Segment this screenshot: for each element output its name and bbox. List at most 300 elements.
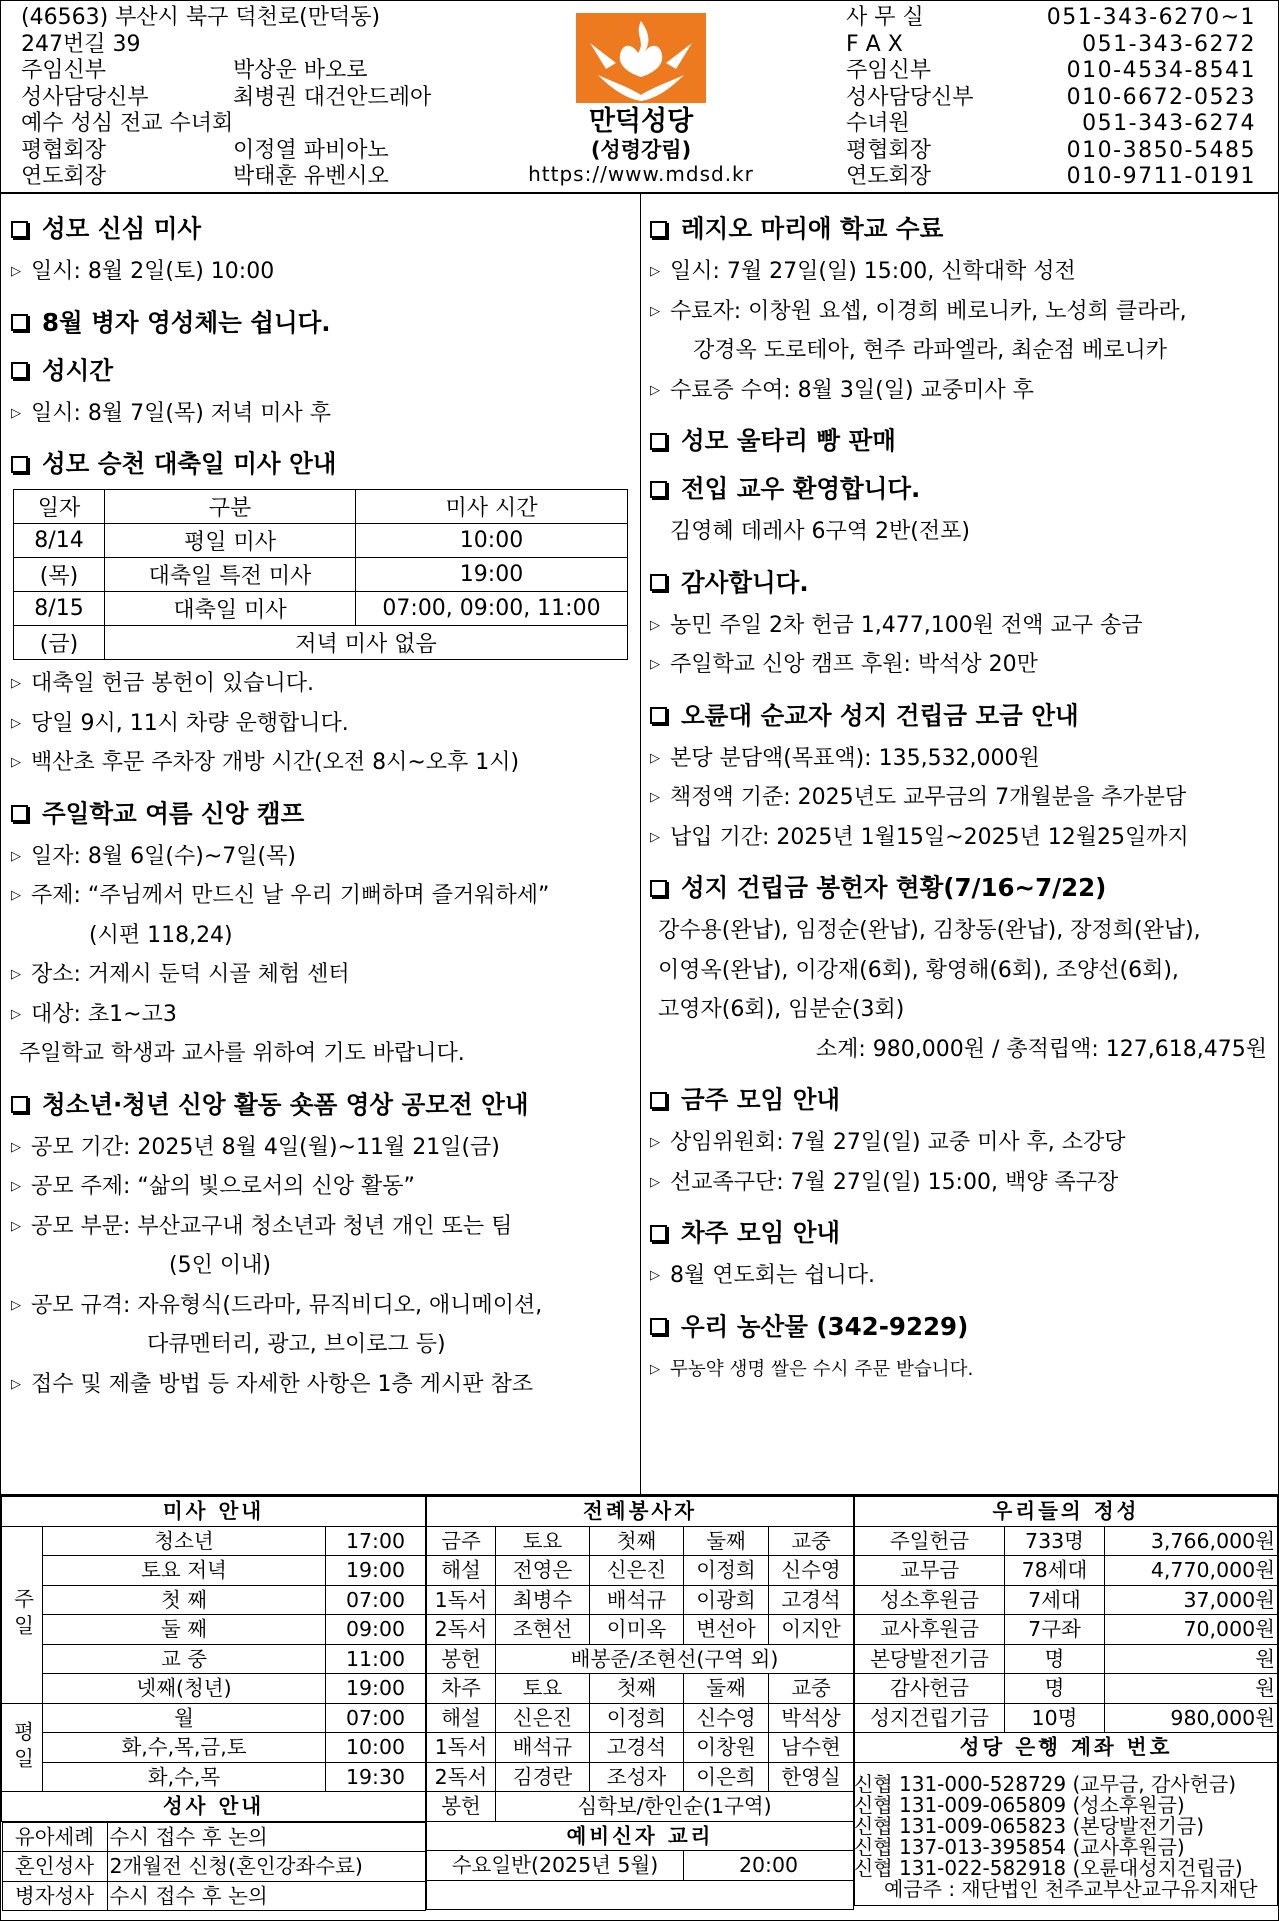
time-cell: 07:00, 09:00, 11:00 — [356, 592, 628, 626]
bullet-text: 주일학교 신앙 캠프 후원: 박석상 20만 — [670, 652, 1038, 677]
triangle-bullet-icon: ▷ — [650, 790, 660, 805]
bullet-item — [9, 1167, 634, 1207]
section-title-text: 차주 모임 안내 — [681, 1218, 841, 1247]
offering-amount: 원 — [1105, 1674, 1278, 1704]
triangle-bullet-icon: ▷ — [11, 1376, 21, 1392]
staff-name: 박태훈 유벤시오 — [233, 164, 389, 189]
role-cell: 봉헌 — [427, 1792, 496, 1822]
staff-role: 평협회장 — [21, 137, 107, 163]
contact-label: 주임신부 — [846, 58, 932, 83]
section-title-text: 오륜대 순교자 성지 건립금 모금 안내 — [681, 700, 1079, 730]
checkbox-bullet-icon — [650, 1092, 667, 1109]
donor-line: 강수용(완납), 임정순(완납), 김창동(완납), 장정희(완납), — [658, 918, 1201, 943]
bullet-item — [9, 252, 634, 292]
donor-line: 고영자(6회), 임분순(3회) — [658, 997, 905, 1022]
server-cell: 이정희 — [590, 1703, 684, 1733]
bullet-text: 무농약 생명 쌀은 수시 주문 받습니다. — [670, 1358, 974, 1380]
contact-row — [846, 111, 1256, 138]
mass-time: 19:00 — [326, 1674, 426, 1704]
section-title — [648, 1310, 1273, 1344]
bank-account-line: 신협 131-009-065809 (성소후원금) — [854, 1793, 1185, 1817]
table-header: 첫째 — [590, 1526, 684, 1556]
staff-row — [21, 138, 431, 165]
section-title — [9, 447, 634, 481]
checkbox-bullet-icon — [11, 805, 28, 822]
triangle-bullet-icon: ▷ — [650, 1135, 660, 1150]
server-cell: 전영은 — [496, 1556, 590, 1586]
staff-role: 예수 성심 전교 수녀회 — [21, 111, 234, 136]
type-cell: 대축일 특전 미사 — [105, 558, 356, 592]
contact-label: 성사담당신부 — [846, 84, 974, 110]
triangle-bullet-icon: ▷ — [11, 676, 21, 691]
checkbox-bullet-icon — [11, 362, 28, 379]
bullet-text: 백산초 후문 주차장 개방 시간(오전 8시~오후 1시) — [31, 750, 520, 775]
server-cell: 배석규 — [496, 1733, 590, 1763]
donor-total: 소계: 980,000원 / 총적립액: 127,618,475원 — [815, 1036, 1267, 1062]
triangle-bullet-icon: ▷ — [11, 1006, 21, 1022]
contact-number: 051-343-6272 — [1082, 31, 1256, 57]
contact-label: 평협회장 — [846, 137, 932, 163]
triangle-bullet-icon: ▷ — [11, 1179, 21, 1194]
offering-name: 주일헌금 — [855, 1526, 1005, 1556]
table-header: 교중 — [768, 1526, 853, 1556]
sacrament-name: 병자성사 — [2, 1881, 107, 1911]
section-title-text: 레지오 마리애 학교 수료 — [681, 214, 944, 243]
bullet-item — [648, 739, 1273, 779]
bullet-item — [9, 743, 634, 783]
section-title — [648, 1083, 1273, 1117]
contact-number: 051-343-6270~1 — [1046, 5, 1256, 30]
contact-label: F A X — [846, 31, 903, 57]
triangle-bullet-icon: ▷ — [650, 264, 660, 279]
bullet-continuation: (5인 이내) — [169, 1253, 271, 1278]
paragraph: 김영혜 데레사 6구역 2반(전포) — [670, 519, 970, 544]
bullet-text: 접수 및 제출 방법 등 자세한 사항은 1층 게시판 참조 — [31, 1371, 533, 1397]
parish-url[interactable]: https://www.mdsd.kr — [528, 162, 754, 186]
bullet-text: 주제: “주님께서 만드신 날 우리 기뻐하며 즐거워하세” — [31, 883, 550, 908]
bullet-item — [9, 704, 634, 744]
section-title — [9, 797, 634, 831]
offering-amount: 원 — [1105, 1644, 1278, 1674]
section-title — [9, 212, 634, 246]
bullet-text: 수료증 수여: 8월 3일(일) 교중미사 후 — [670, 377, 1034, 403]
role-cell: 봉헌 — [427, 1644, 496, 1674]
contact-row — [846, 5, 1256, 32]
mass-name: 월 — [43, 1703, 326, 1733]
sacrament-rows — [2, 1821, 426, 1911]
mass-time: 07:00 — [326, 1585, 426, 1615]
table-header: 둘째 — [684, 1674, 769, 1704]
server-cell: 신은진 — [496, 1703, 590, 1733]
right-column — [648, 198, 1273, 1389]
mass-name: 교 중 — [43, 1644, 326, 1674]
sacrament-note: 수시 접수 후 논의 — [107, 1881, 425, 1911]
bullet-text: 납입 기간: 2025년 1월15일~2025년 12월25일까지 — [670, 824, 1189, 850]
bank-account-line: 신협 131-000-528729 (교무금, 감사헌금) — [854, 1772, 1237, 1796]
mass-name: 청소년 — [43, 1526, 326, 1556]
role-cell: 해설 — [427, 1556, 496, 1586]
triangle-bullet-icon: ▷ — [650, 829, 660, 845]
offering-amount: 70,000원 — [1105, 1615, 1278, 1645]
bullet-text: 일시: 8월 2일(토) 10:00 — [31, 259, 275, 284]
contact-label: 수녀원 — [846, 111, 910, 136]
server-cell: 최병수 — [496, 1585, 590, 1615]
section-title — [648, 1216, 1273, 1250]
server-cell: 조현선 — [496, 1615, 590, 1645]
type-cell: 평일 미사 — [105, 524, 356, 558]
offering-name: 성소후원금 — [855, 1585, 1005, 1615]
offering-amount: 980,000원 — [1105, 1703, 1278, 1733]
bullet-item — [9, 1128, 634, 1168]
server-cell: 박석상 — [768, 1703, 853, 1733]
bullet-continuation: 강경옥 도로테아, 현주 라파엘라, 최순점 베로니카 — [693, 338, 1167, 363]
triangle-bullet-icon: ▷ — [11, 1139, 21, 1155]
bank-account-line: 신협 131-009-065823 (본당발전기금) — [854, 1814, 1205, 1838]
bullet-item — [9, 1286, 634, 1326]
triangle-bullet-icon: ▷ — [650, 1174, 660, 1190]
section-title — [648, 472, 1273, 506]
bullet-text: 공모 부문: 부산교구내 청소년과 청년 개인 또는 팀 — [31, 1213, 513, 1239]
checkbox-bullet-icon — [650, 1225, 667, 1242]
group-label: 평일 — [2, 1703, 43, 1792]
bullet-item — [9, 394, 634, 434]
contact-label: 사 무 실 — [846, 5, 924, 30]
table-title: 성당 은행 계좌 번호 — [855, 1733, 1278, 1763]
staff-role: 주임신부 — [21, 58, 107, 83]
sacrament-table — [2, 1822, 426, 1912]
bullet-item — [648, 292, 1273, 332]
checkbox-bullet-icon — [11, 221, 28, 238]
section-title-text: 감사합니다. — [681, 567, 809, 597]
triangle-bullet-icon: ▷ — [11, 715, 21, 731]
sacrament-name: 유아세례 — [2, 1822, 107, 1852]
triangle-bullet-icon: ▷ — [650, 303, 660, 319]
section-title-text: 전입 교우 환영합니다. — [681, 474, 921, 503]
bullet-item — [648, 645, 1273, 685]
triangle-bullet-icon: ▷ — [11, 1218, 21, 1234]
role-cell: 2독서 — [427, 1762, 496, 1792]
staff-row — [21, 85, 431, 112]
section-title — [9, 306, 634, 340]
offering-count: 명 — [1005, 1644, 1105, 1674]
staff-role: 연도회장 — [21, 164, 107, 189]
bank-account-line: 신협 131-022-582918 (오륜대성지건립금) — [854, 1856, 1243, 1880]
offering-name: 교무금 — [855, 1556, 1005, 1586]
table-header: 첫째 — [590, 1674, 684, 1704]
table-header: 미사 시간 — [356, 490, 628, 524]
date-cell: (목) — [14, 558, 105, 592]
checkbox-bullet-icon — [11, 314, 28, 331]
bullet-continuation: 다큐멘터리, 광고, 브이로그 등) — [147, 1332, 446, 1357]
staff-row — [21, 164, 431, 191]
mass-name: 화,수,목,금,토 — [43, 1733, 326, 1763]
section-title — [648, 424, 1273, 458]
bullet-item — [9, 876, 634, 916]
section-title-text: 성모 신심 미사 — [42, 214, 202, 243]
server-cell: 이광희 — [684, 1585, 769, 1615]
bullet-text: 농민 주일 2차 헌금 1,477,100원 전액 교구 송금 — [670, 612, 1143, 638]
role-cell: 1독서 — [427, 1585, 496, 1615]
mass-name: 토요 저녁 — [43, 1556, 326, 1586]
staff-row — [21, 58, 431, 85]
checkbox-bullet-icon — [11, 1096, 28, 1113]
header-left — [21, 5, 431, 191]
table-title: 미사 안내 — [2, 1497, 426, 1527]
checkbox-bullet-icon — [650, 1318, 667, 1335]
checkbox-bullet-icon — [650, 707, 667, 724]
header-contacts — [846, 5, 1256, 191]
bullet-text: 책정액 기준: 2025년도 교무금의 7개월분을 추가분담 — [670, 785, 1187, 810]
section-title-text: 금주 모임 안내 — [681, 1085, 841, 1114]
section-title-text: 성모 울타리 빵 판매 — [681, 426, 896, 455]
bullet-text: 장소: 거제시 둔덕 시골 체험 센터 — [31, 962, 350, 987]
section-title-text: 성지 건립금 봉헌자 현황(7/16~7/22) — [681, 873, 1107, 902]
server-cell: 배봉준/조현선(구역 외) — [496, 1644, 854, 1674]
server-cell: 이은희 — [684, 1762, 769, 1792]
offering-count: 78세대 — [1005, 1556, 1105, 1586]
bullet-item — [648, 778, 1273, 818]
bullet-item — [9, 955, 634, 995]
section-title — [648, 699, 1273, 733]
offering-name: 교사후원금 — [855, 1615, 1005, 1645]
table-header: 일자 — [14, 490, 105, 524]
server-cell: 남수현 — [768, 1733, 853, 1763]
contact-number: 010-6672-0523 — [1066, 84, 1256, 110]
bullet-text: 대상: 초1~고3 — [31, 1001, 177, 1027]
table-header: 토요 — [496, 1526, 590, 1556]
bullet-item — [9, 837, 634, 877]
role-cell: 2독서 — [427, 1615, 496, 1645]
triangle-bullet-icon: ▷ — [11, 967, 21, 982]
sacrament-name: 혼인성사 — [2, 1852, 107, 1882]
offering-count: 명 — [1005, 1674, 1105, 1704]
staff-name: 이정열 파비아노 — [233, 137, 389, 163]
bullet-text: 공모 기간: 2025년 8월 4일(월)~11월 21일(금) — [31, 1134, 500, 1160]
triangle-bullet-icon: ▷ — [11, 755, 21, 770]
server-cell: 변선아 — [684, 1615, 769, 1645]
triangle-bullet-icon: ▷ — [11, 888, 21, 903]
bullet-item — [648, 252, 1273, 292]
triangle-bullet-icon: ▷ — [650, 1361, 660, 1377]
header-center — [471, 1, 811, 185]
table-header: 금주 — [427, 1526, 496, 1556]
offering-amount: 37,000원 — [1105, 1585, 1278, 1615]
section-title — [648, 566, 1273, 600]
bullet-text: 수료자: 이창원 요셉, 이경희 베로니카, 노성희 클라라, — [670, 298, 1187, 324]
bullet-item — [9, 1365, 634, 1405]
staff-name: 최병권 대건안드레아 — [233, 84, 432, 110]
bullet-text: 선교족구단: 7월 27일(일) 15:00, 백양 족구장 — [670, 1169, 1119, 1195]
bullet-item — [648, 371, 1273, 411]
donor-line: 이영옥(완납), 이강재(6회), 황영해(6회), 조양선(6회), — [658, 957, 1179, 983]
section-title-text: 청소년·청년 신앙 활동 숏폼 영상 공모전 안내 — [42, 1089, 529, 1119]
server-cell: 배석규 — [590, 1585, 684, 1615]
triangle-bullet-icon: ▷ — [11, 264, 21, 279]
mass-time: 10:00 — [326, 1733, 426, 1763]
offering-amount: 4,770,000원 — [1105, 1556, 1278, 1586]
bullet-text: 일시: 8월 7일(목) 저녁 미사 후 — [31, 400, 332, 426]
time-cell: 19:00 — [356, 558, 628, 592]
left-column — [9, 198, 634, 1404]
table-title: 예비신자 교리 — [427, 1821, 854, 1851]
contact-number: 051-343-6274 — [1082, 111, 1256, 136]
bullet-text: 일시: 7월 27일(일) 15:00, 신학대학 성전 — [670, 259, 1076, 284]
type-cell: 대축일 미사 — [105, 592, 356, 626]
parish-logo-icon — [576, 13, 706, 103]
bullet-item — [648, 1123, 1273, 1163]
mass-name: 둘 째 — [43, 1615, 326, 1645]
table-header: 교중 — [768, 1674, 853, 1704]
triangle-bullet-icon: ▷ — [11, 405, 21, 421]
bullet-text: 대축일 헌금 봉헌이 있습니다. — [31, 671, 314, 696]
account-holder: 예금주 : 재단법인 천주교부산교구유지재단 — [884, 1877, 1258, 1901]
bullet-item — [648, 1350, 1273, 1390]
offering-name: 본당발전기금 — [855, 1644, 1005, 1674]
offering-amount: 3,766,000원 — [1105, 1526, 1278, 1556]
checkbox-bullet-icon — [650, 574, 667, 591]
checkbox-bullet-icon — [650, 481, 667, 498]
staff-name: 박상운 바오로 — [233, 58, 368, 83]
date-cell: (금) — [14, 626, 105, 660]
sacrament-note: 2개월전 신청(혼인강좌수료) — [107, 1852, 425, 1882]
assumption-mass-table — [13, 489, 628, 660]
triangle-bullet-icon: ▷ — [650, 750, 660, 766]
bank-accounts — [854, 1774, 1258, 1900]
checkbox-bullet-icon — [650, 880, 667, 897]
table-header: 구분 — [105, 490, 356, 524]
section-title-text: 성시간 — [42, 355, 114, 385]
offering-count: 733명 — [1005, 1526, 1105, 1556]
offering-name: 성지건립기금 — [855, 1703, 1005, 1733]
contact-label: 연도회장 — [846, 164, 932, 189]
table-header: 토요 — [496, 1674, 590, 1704]
section-title-text: 우리 농산물 (342-9229) — [681, 1311, 969, 1341]
bank-account-line: 신협 137-013-395854 (교사후원금) — [854, 1835, 1185, 1859]
server-cell: 김경란 — [496, 1762, 590, 1792]
contact-row — [846, 85, 1256, 112]
bullet-text: 8월 연도회는 쉽니다. — [670, 1263, 875, 1288]
table-header: 차주 — [427, 1674, 496, 1704]
date-cell: 8/15 — [14, 592, 105, 626]
offering-name: 감사헌금 — [855, 1674, 1005, 1704]
server-cell: 신수영 — [684, 1703, 769, 1733]
mass-time: 07:00 — [326, 1703, 426, 1733]
staff-role: 성사담당신부 — [21, 84, 149, 110]
bullet-item — [648, 1163, 1273, 1203]
contact-number: 010-4534-8541 — [1066, 58, 1256, 83]
contact-number: 010-3850-5485 — [1066, 137, 1256, 163]
time-cell: 10:00 — [356, 524, 628, 558]
bullet-text: 당일 9시, 11시 차량 운행합니다. — [31, 710, 349, 736]
address-line-2: 247번길 39 — [21, 31, 141, 57]
table-title: 우리들의 정성 — [855, 1497, 1278, 1527]
table-title: 전례봉사자 — [427, 1497, 854, 1527]
server-cell: 이정희 — [684, 1556, 769, 1586]
mass-schedule-table — [1, 1496, 426, 1911]
triangle-bullet-icon: ▷ — [650, 382, 660, 398]
server-cell: 한영실 — [768, 1762, 853, 1792]
server-cell: 조성자 — [590, 1762, 684, 1792]
bullet-item — [648, 818, 1273, 858]
sacrament-note: 수시 접수 후 논의 — [107, 1822, 425, 1852]
server-cell: 이창원 — [684, 1733, 769, 1763]
server-cell: 고경석 — [768, 1585, 853, 1615]
contact-row — [846, 32, 1256, 59]
contact-row — [846, 138, 1256, 165]
mass-time: 17:00 — [326, 1526, 426, 1556]
role-cell: 1독서 — [427, 1733, 496, 1763]
section-title — [648, 212, 1273, 246]
liturgical-theme: (성령강림) — [590, 138, 692, 162]
checkbox-bullet-icon — [11, 456, 28, 473]
bullet-text: 본당 분담액(목표액): 135,532,000원 — [670, 745, 1040, 771]
triangle-bullet-icon: ▷ — [11, 848, 21, 864]
class-name: 수요일반(2025년 5월) — [427, 1851, 684, 1881]
server-cell: 이지안 — [768, 1615, 853, 1645]
mass-name: 화,수,목 — [43, 1762, 326, 1792]
mass-time: 19:30 — [326, 1762, 426, 1792]
table-title: 성사 안내 — [2, 1792, 426, 1822]
contact-row — [846, 164, 1256, 191]
date-cell: 8/14 — [14, 524, 105, 558]
bullet-text: 일자: 8월 6일(수)~7일(목) — [31, 843, 296, 869]
offering-count: 10명 — [1005, 1703, 1105, 1733]
contact-row — [846, 58, 1256, 85]
note-cell: 저녁 미사 없음 — [105, 626, 628, 660]
triangle-bullet-icon: ▷ — [650, 1268, 660, 1283]
section-title — [9, 354, 634, 388]
bullet-text: 공모 주제: “삶의 빛으로서의 신앙 활동” — [31, 1174, 415, 1199]
mass-time: 19:00 — [326, 1556, 426, 1586]
offering-count: 7세대 — [1005, 1585, 1105, 1615]
parish-name: 만덕성당 — [588, 106, 694, 137]
section-title — [648, 871, 1273, 905]
checkbox-bullet-icon — [650, 221, 667, 238]
triangle-bullet-icon: ▷ — [650, 657, 660, 672]
triangle-bullet-icon: ▷ — [11, 1297, 21, 1313]
empty-row — [427, 1880, 854, 1910]
liturgy-servers-table — [426, 1496, 854, 1910]
bullet-item — [648, 606, 1273, 646]
column-divider — [640, 194, 641, 1494]
section-title-text: 8월 병자 영성체는 쉽니다. — [42, 307, 331, 337]
bullet-text: 공모 규격: 자유형식(드라마, 뮤직비디오, 애니메이션, — [31, 1292, 543, 1318]
class-time: 20:00 — [684, 1851, 854, 1881]
server-cell: 신수영 — [768, 1556, 853, 1586]
group-label: 주일 — [2, 1526, 43, 1703]
paragraph: 주일학교 학생과 교사를 위하여 기도 바랍니다. — [19, 1041, 465, 1066]
server-cell: 고경석 — [590, 1733, 684, 1763]
contact-number: 010-9711-0191 — [1066, 164, 1256, 189]
section-title-text: 주일학교 여름 신앙 캠프 — [42, 798, 305, 828]
mass-name: 넷째(청년) — [43, 1674, 326, 1704]
role-cell: 해설 — [427, 1703, 496, 1733]
bullet-item — [648, 1256, 1273, 1296]
bullet-item — [9, 1207, 634, 1247]
server-cell: 신은진 — [590, 1556, 684, 1586]
mass-time: 09:00 — [326, 1615, 426, 1645]
bullet-item — [9, 995, 634, 1035]
bullet-continuation: (시편 118,24) — [89, 922, 233, 948]
server-cell: 이미옥 — [590, 1615, 684, 1645]
mass-name: 첫 째 — [43, 1585, 326, 1615]
mass-time: 11:00 — [326, 1644, 426, 1674]
bullet-text: 상임위원회: 7월 27일(일) 교중 미사 후, 소강당 — [670, 1130, 1126, 1155]
offering-count: 7구좌 — [1005, 1615, 1105, 1645]
bullet-item — [9, 664, 634, 704]
triangle-bullet-icon: ▷ — [650, 617, 660, 633]
server-cell: 심학보/한인순(1구역) — [496, 1792, 854, 1822]
